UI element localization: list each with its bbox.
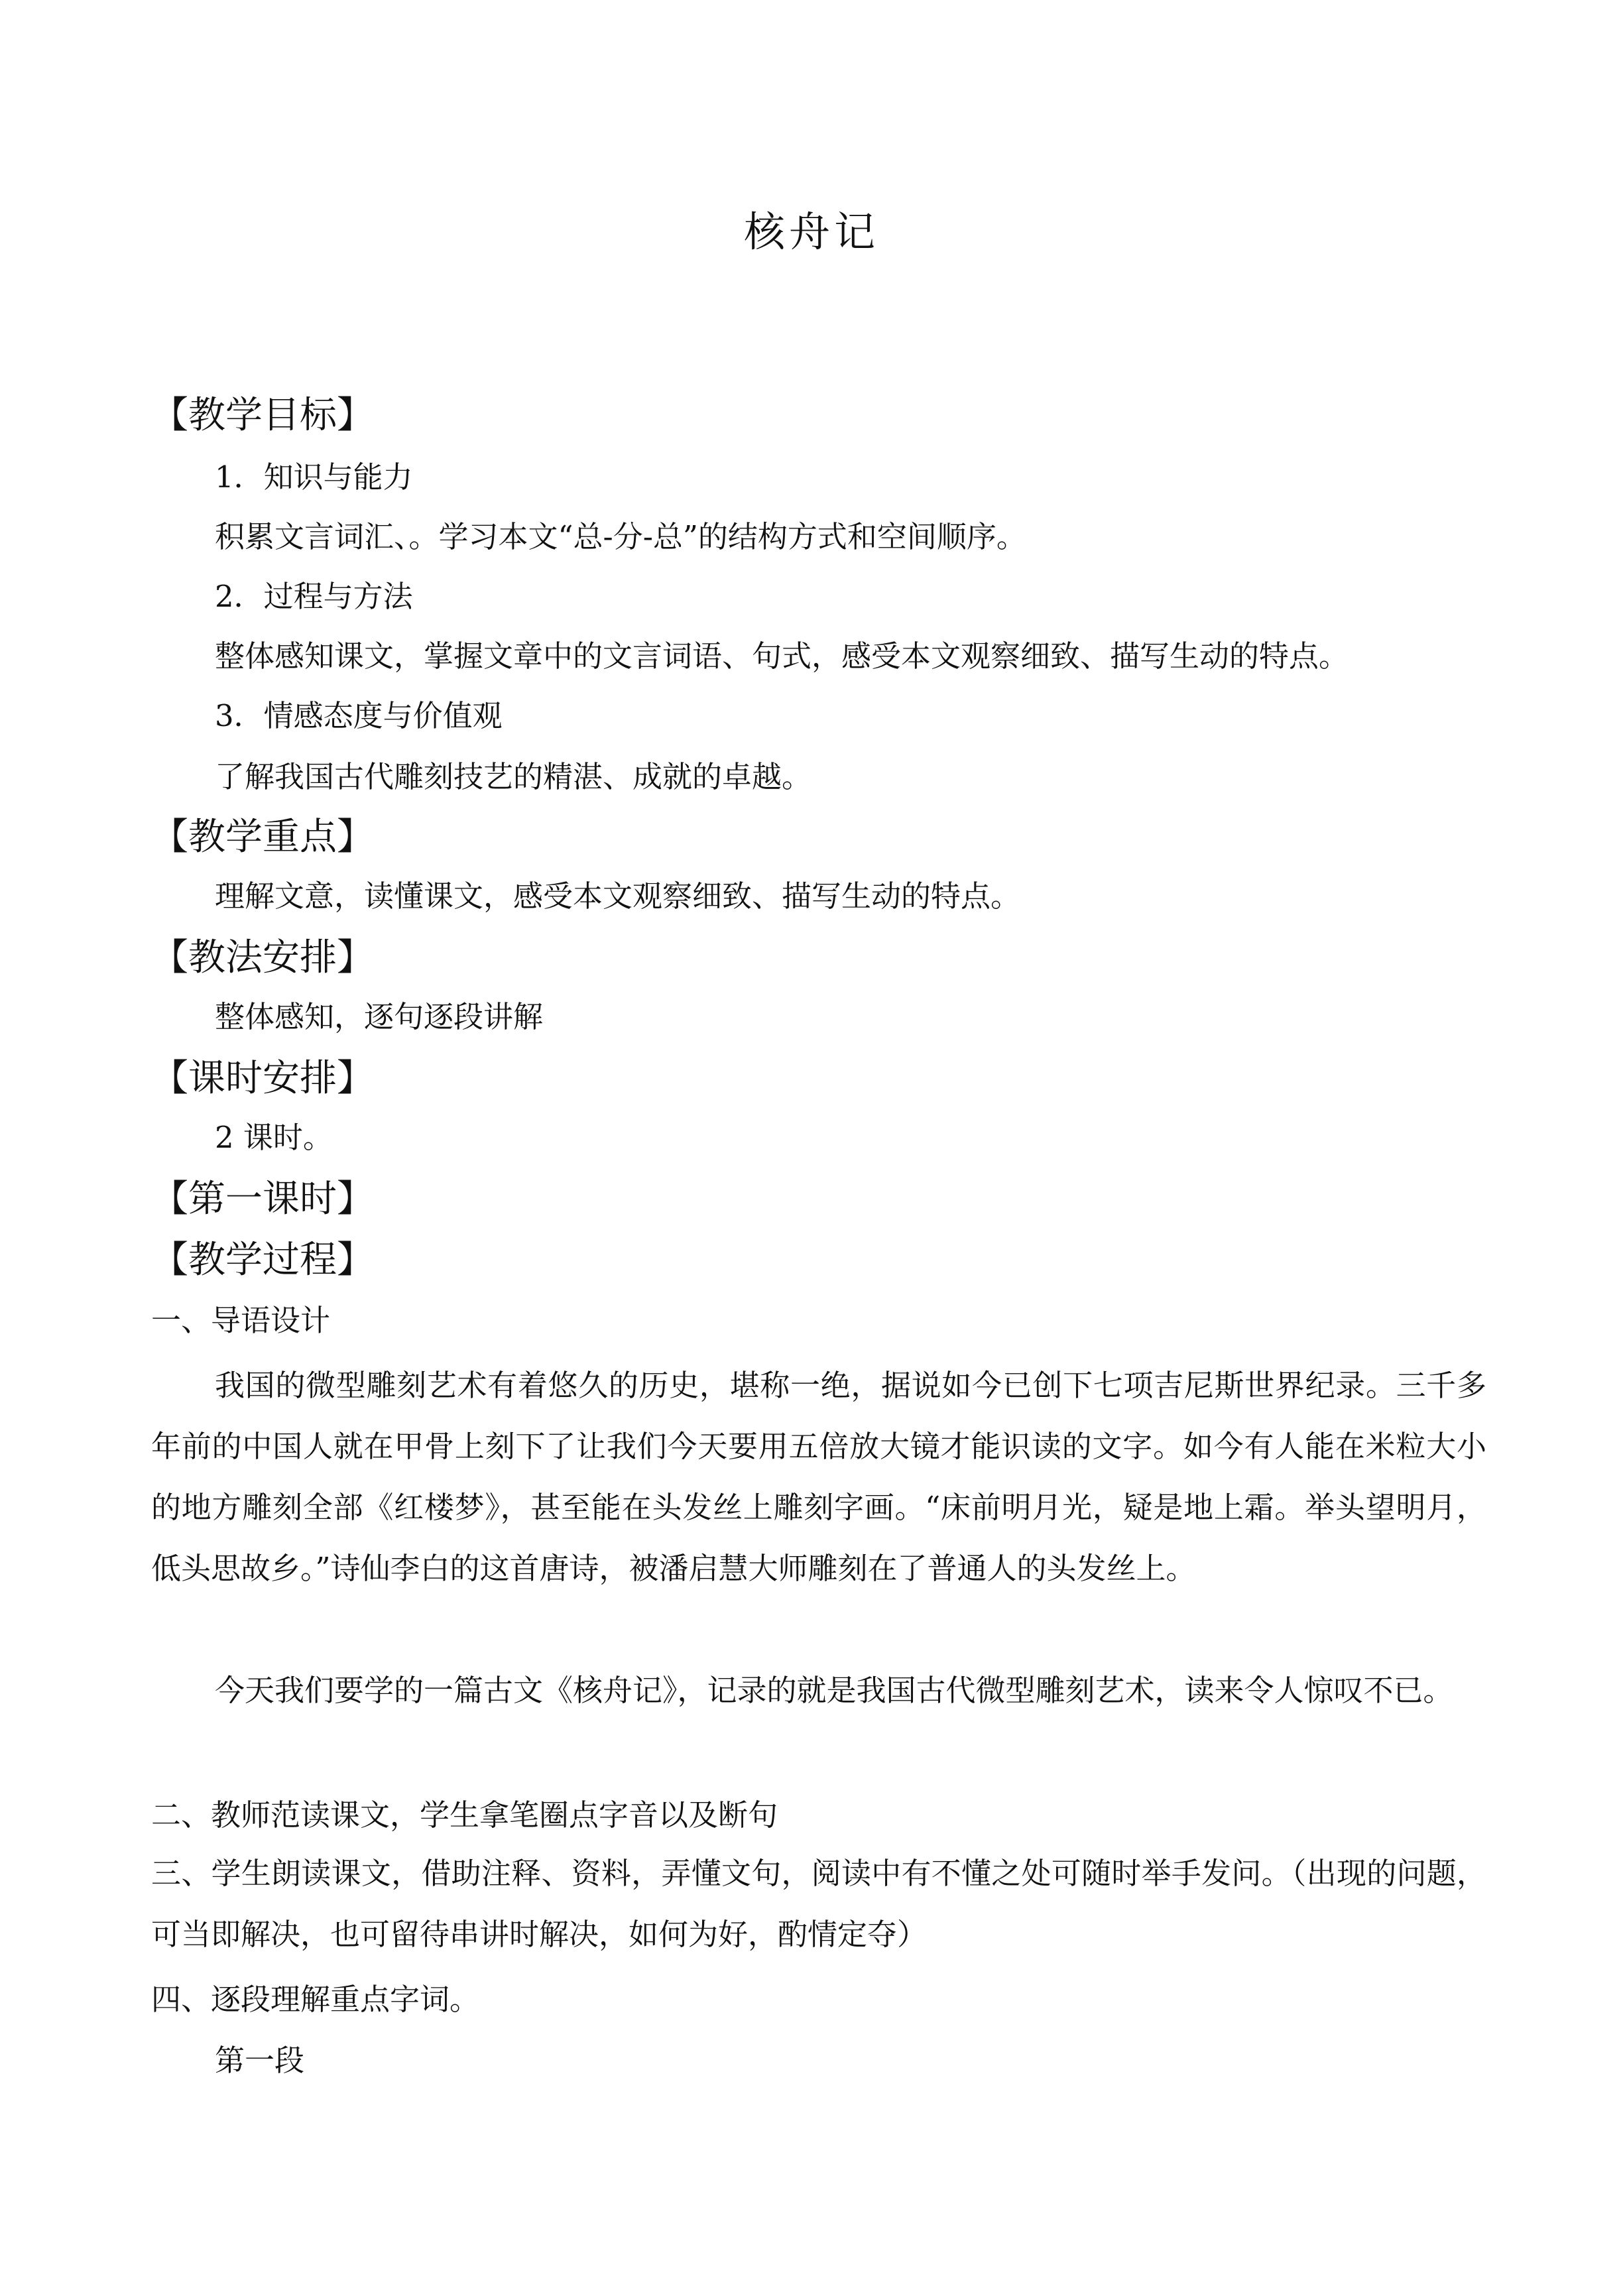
objective-2-text: 整体感知课文，掌握文章中的文言词语、句式，感受本文观察细致、描写生动的特点。 <box>215 638 1349 674</box>
step-1-paragraph-1: 我国的微型雕刻艺术有着悠久的历史，堪称一绝，据说如今已创下七项吉尼斯世界纪录。三千多年前的中国人就在甲骨上刻下了让我们今天要用五倍放大镜才能识读的文字。如今有人能在米粒大小的地方雕刻全部《红楼梦》，甚至能在头发丝上雕刻字画。“床前明月光，疑是地上霜。举头望明月，低头思故乡。”诗仙李白的这首唐诗，被潘启慧大师雕刻在了普通人的头发丝上。 <box>151 1368 1486 1586</box>
step-4-title: 四、逐段理解重点字词。 <box>151 1982 480 2017</box>
objective-2-title: 2．过程与方法 <box>215 579 413 614</box>
hours-heading: 【课时安排】 <box>151 1057 374 1100</box>
keypoints-heading: 【教学重点】 <box>151 816 374 859</box>
objective-1-title: 1．知识与能力 <box>215 459 413 495</box>
method-text: 整体感知，逐句逐段讲解 <box>215 999 544 1034</box>
paragraph-label: 第一段 <box>215 2043 305 2078</box>
objective-1-text: 积累文言词汇、。学习本文“总-分-总”的结构方式和空间顺序。 <box>215 519 1026 554</box>
step-3-text: 三、学生朗读课文，借助注释、资料，弄懂文句，阅读中有不懂之处可随时举手发问。（出现的问题，可当即解决，也可留待串讲时解决，如何为好，酌情定夺） <box>151 1856 1486 1952</box>
step-1-title: 一、导语设计 <box>151 1303 331 1338</box>
objective-3-title: 3．情感态度与价值观 <box>215 698 503 733</box>
objective-3-text: 了解我国古代雕刻技艺的精湛、成就的卓越。 <box>215 759 812 794</box>
lesson-1-heading: 【第一课时】 <box>151 1178 374 1221</box>
keypoints-text: 理解文意，读懂课文，感受本文观察细致、描写生动的特点。 <box>215 878 1021 914</box>
step-1-paragraph-2: 今天我们要学的一篇古文《核舟记》，记录的就是我国古代微型雕刻艺术，读来令人惊叹不已。 <box>215 1673 1453 1708</box>
method-heading: 【教法安排】 <box>151 936 374 979</box>
process-heading: 【教学过程】 <box>151 1239 374 1282</box>
objectives-heading: 【教学目标】 <box>151 394 374 437</box>
page-title: 核舟记 <box>743 208 879 256</box>
step-2-title: 二、教师范读课文，学生拿笔圈点字音以及断句 <box>151 1797 778 1833</box>
hours-text: 2 课时。 <box>215 1120 333 1155</box>
